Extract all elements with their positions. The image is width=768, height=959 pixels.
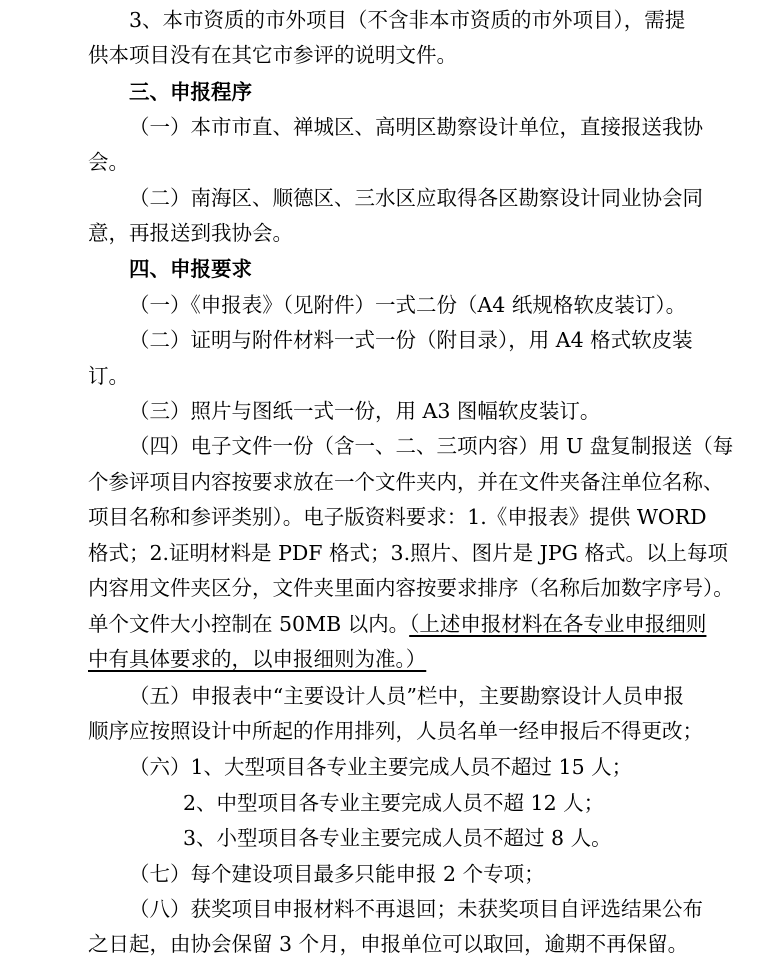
underlined-note: 中有具体要求的，以申报细则为准。）: [88, 647, 427, 671]
paragraph-line: 项目名称和参评类别）。电子版资料要求：1.《申报表》提供 WORD: [88, 505, 707, 529]
underlined-note: （上述申报材料在各专业申报细则: [409, 612, 707, 636]
paragraph-line: 个参评项目内容按要求放在一个文件夹内，并在文件夹备注单位名称、: [88, 470, 724, 494]
paragraph-line: （七）每个建设项目最多只能申报 2 个专项；: [129, 862, 545, 886]
paragraph-line: [88, 609, 707, 639]
paragraph-line: 会。: [88, 150, 129, 174]
paragraph-line: 格式；2.证明材料是 PDF 格式；3.照片、图片是 JPG 格式。以上每项: [88, 541, 729, 565]
paragraph-line: 顺序应按照设计中所起的作用排列，人员名单一经申报后不得更改；: [88, 719, 703, 743]
section-heading: 四、申报要求: [129, 257, 252, 281]
paragraph-line: （一）本市市直、禅城区、高明区勘察设计单位，直接报送我协: [129, 115, 703, 139]
paragraph-line: 2、中型项目各专业主要完成人员不超 12 人；: [183, 791, 605, 815]
paragraph-line: 3、本市资质的市外项目（不含非本市资质的市外项目），需提: [129, 8, 686, 32]
paragraph-line: （四）电子文件一份（含一、二、三项内容）用 U 盘复制报送（每: [129, 434, 734, 458]
paragraph-line: （六）1、大型项目各专业主要完成人员不超过 15 人；: [129, 755, 633, 779]
paragraph-line: 意，再报送到我协会。: [88, 221, 293, 245]
paragraph-line: 内容用文件夹区分，文件夹里面内容按要求排序（名称后加数字序号）。: [88, 576, 734, 600]
paragraph-line: 之日起，由协会保留 3 个月，申报单位可以取回，逾期不再保留。: [88, 932, 689, 956]
paragraph-line: （五）申报表中“主要设计人员”栏中，主要勘察设计人员申报: [129, 684, 684, 708]
paragraph-line: （八）获奖项目申报材料不再退回；未获奖项目自评选结果公布: [129, 897, 703, 921]
paragraph-line: （二）南海区、顺德区、三水区应取得各区勘察设计同业协会同: [129, 186, 703, 210]
section-heading: 三、申报程序: [129, 80, 252, 104]
paragraph-line: [88, 644, 684, 674]
paragraph-line: （二）证明与附件材料一式一份（附目录），用 A4 格式软皮装: [129, 328, 693, 352]
paragraph-line: （一）《申报表》（见附件）一式二份（A4 纸规格软皮装订）。: [129, 293, 687, 317]
paragraph-text: 单个文件大小控制在 50MB 以内。: [88, 612, 410, 636]
paragraph-line: 供本项目没有在其它市参评的说明文件。: [88, 43, 457, 67]
paragraph-line: 订。: [88, 364, 129, 388]
paragraph-line: 3、小型项目各专业主要完成人员不超过 8 人。: [183, 826, 612, 850]
paragraph-line: （三）照片与图纸一式一份，用 A3 图幅软皮装订。: [129, 399, 601, 423]
